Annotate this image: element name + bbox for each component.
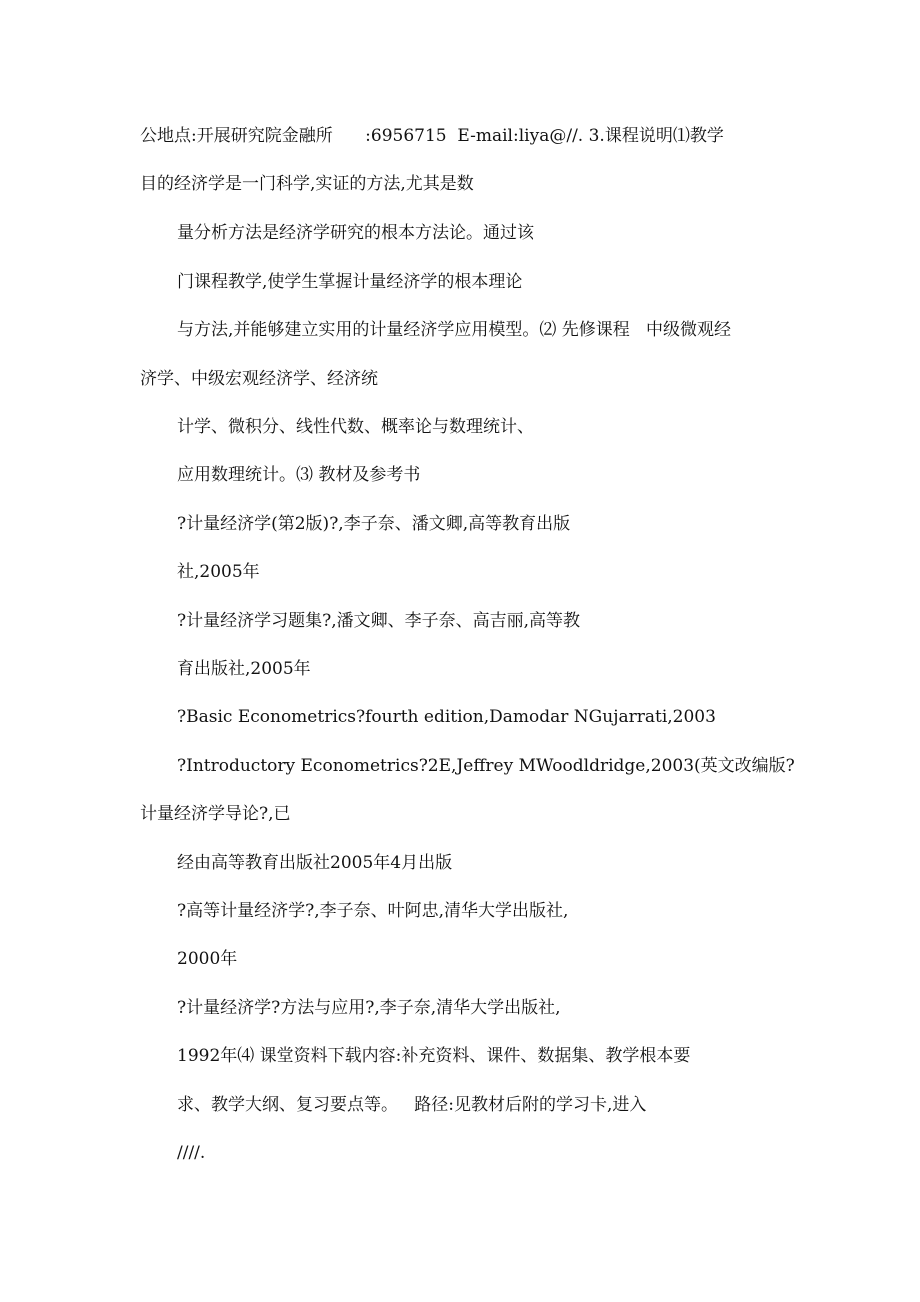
text-line: 门课程教学,使学生掌握计量经济学的根本理论 [177,272,523,292]
text-line: 计学、微积分、线性代数、概率论与数理统计、 [177,417,534,437]
text-line: 量分析方法是经济学研究的根本方法论。通过该 [177,223,534,243]
text-line: ?高等计量经济学?,李子奈、叶阿忠,清华大学出版社, [177,901,569,921]
text-line: 求、教学大纲、复习要点等。 路径:见教材后附的学习卡,进入 [177,1095,647,1115]
text-line: ////. [177,1143,206,1163]
text-line: 计量经济学导论?,已 [140,804,291,824]
text-line: ?Introductory Econometrics?2E,Jeffrey MWoodldridge,2003(英文改编版? [177,756,795,776]
text-line: 1992年⑷ 课堂资料下载内容:补充资料、课件、数据集、教学根本要 [177,1046,691,1066]
text-line: 育出版社,2005年 [177,659,311,679]
text-line: 应用数理统计。⑶ 教材及参考书 [177,465,421,485]
text-line: 经由高等教育出版社2005年4月出版 [177,853,453,873]
text-line: 公地点:开展研究院金融所 :6956715 E-mail:liya@//. 3.课程说明⑴教学 [140,126,724,146]
text-line: ?计量经济学习题集?,潘文卿、李子奈、高吉丽,高等教 [177,611,581,631]
text-line: ?计量经济学(第2版)?,李子奈、潘文卿,高等教育出版 [177,514,571,534]
text-line: 目的经济学是一门科学,实证的方法,尤其是数 [140,174,474,194]
text-line: ?计量经济学?方法与应用?,李子奈,清华大学出版社, [177,998,561,1018]
text-line: 与方法,并能够建立实用的计量经济学应用模型。⑵ 先修课程 中级微观经 [177,320,732,340]
text-line: 社,2005年 [177,562,260,582]
text-line: 2000年 [177,949,238,969]
text-line: 济学、中级宏观经济学、经济统 [140,369,378,389]
text-line: ?Basic Econometrics?fourth edition,Damodar NGujarrati,2003 [177,707,716,727]
